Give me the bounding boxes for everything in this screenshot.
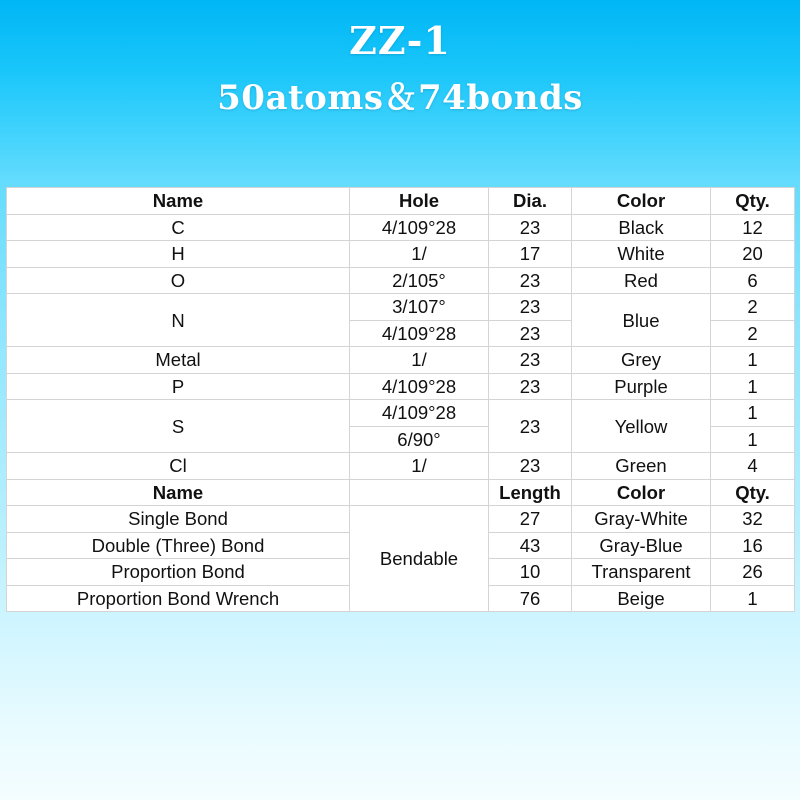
table-row <box>7 267 795 294</box>
table-row <box>7 241 795 268</box>
atom-name: H <box>7 241 350 268</box>
atom-hole: 4/109°28 <box>350 400 489 427</box>
atom-dia: 23 <box>489 294 572 321</box>
table-row <box>7 294 795 321</box>
table-row <box>7 214 795 241</box>
bond-name: Proportion Bond <box>7 559 350 586</box>
atom-color: White <box>572 241 711 268</box>
bonds-header-row <box>7 479 795 506</box>
atom-color: Purple <box>572 373 711 400</box>
header-name: Name <box>7 479 350 506</box>
atom-hole: 6/90° <box>350 426 489 453</box>
bond-color: Gray-White <box>572 506 711 533</box>
atoms-header-row <box>7 188 795 215</box>
bond-color: Transparent <box>572 559 711 586</box>
header-hole: Hole <box>350 188 489 215</box>
atom-dia: 23 <box>489 373 572 400</box>
header-name: Name <box>7 188 350 215</box>
bond-length: 76 <box>489 585 572 612</box>
atom-hole: 4/109°28 <box>350 214 489 241</box>
atom-hole: 2/105° <box>350 267 489 294</box>
atom-qty: 6 <box>711 267 795 294</box>
atom-name: S <box>7 400 350 453</box>
table-row <box>7 400 795 427</box>
atom-hole: 1/ <box>350 453 489 480</box>
bond-color: Beige <box>572 585 711 612</box>
bond-qty: 16 <box>711 532 795 559</box>
atom-color: Blue <box>572 294 711 347</box>
atom-dia: 23 <box>489 453 572 480</box>
atom-name: P <box>7 373 350 400</box>
bond-length: 43 <box>489 532 572 559</box>
bond-name: Double (Three) Bond <box>7 532 350 559</box>
atom-hole: 3/107° <box>350 294 489 321</box>
atom-name: N <box>7 294 350 347</box>
atom-color: Yellow <box>572 400 711 453</box>
atom-name: Cl <box>7 453 350 480</box>
table-row <box>7 373 795 400</box>
atom-dia: 23 <box>489 320 572 347</box>
atom-dia: 23 <box>489 347 572 374</box>
table-row <box>7 506 795 533</box>
bendable-note: Bendable <box>350 506 489 612</box>
bond-qty: 32 <box>711 506 795 533</box>
bond-qty: 26 <box>711 559 795 586</box>
header-qty: Qty. <box>711 479 795 506</box>
header-color: Color <box>572 188 711 215</box>
atom-dia: 23 <box>489 400 572 453</box>
bond-length: 27 <box>489 506 572 533</box>
atom-color: Grey <box>572 347 711 374</box>
atom-qty: 2 <box>711 320 795 347</box>
header-length: Length <box>489 479 572 506</box>
header-blank <box>350 479 489 506</box>
atom-qty: 1 <box>711 373 795 400</box>
table-row <box>7 347 795 374</box>
bond-length: 10 <box>489 559 572 586</box>
atom-dia: 23 <box>489 267 572 294</box>
atom-qty: 4 <box>711 453 795 480</box>
page-title: ZZ-1 <box>349 18 451 63</box>
page-subtitle: 50atoms＆74bonds <box>217 78 583 118</box>
spec-table <box>6 187 795 612</box>
atom-color: Black <box>572 214 711 241</box>
atom-name: O <box>7 267 350 294</box>
atom-name: C <box>7 214 350 241</box>
atom-hole: 1/ <box>350 241 489 268</box>
table-row <box>7 453 795 480</box>
bond-color: Gray-Blue <box>572 532 711 559</box>
atom-hole: 4/109°28 <box>350 320 489 347</box>
atom-qty: 2 <box>711 294 795 321</box>
atom-hole: 4/109°28 <box>350 373 489 400</box>
atom-qty: 1 <box>711 400 795 427</box>
bond-name: Single Bond <box>7 506 350 533</box>
atom-name: Metal <box>7 347 350 374</box>
atom-color: Green <box>572 453 711 480</box>
atom-hole: 1/ <box>350 347 489 374</box>
bond-name: Proportion Bond Wrench <box>7 585 350 612</box>
atom-dia: 23 <box>489 214 572 241</box>
atom-qty: 12 <box>711 214 795 241</box>
atom-qty: 1 <box>711 426 795 453</box>
atom-qty: 20 <box>711 241 795 268</box>
atom-qty: 1 <box>711 347 795 374</box>
atom-color: Red <box>572 267 711 294</box>
atom-dia: 17 <box>489 241 572 268</box>
header-dia: Dia. <box>489 188 572 215</box>
header-color: Color <box>572 479 711 506</box>
bond-qty: 1 <box>711 585 795 612</box>
header-qty: Qty. <box>711 188 795 215</box>
